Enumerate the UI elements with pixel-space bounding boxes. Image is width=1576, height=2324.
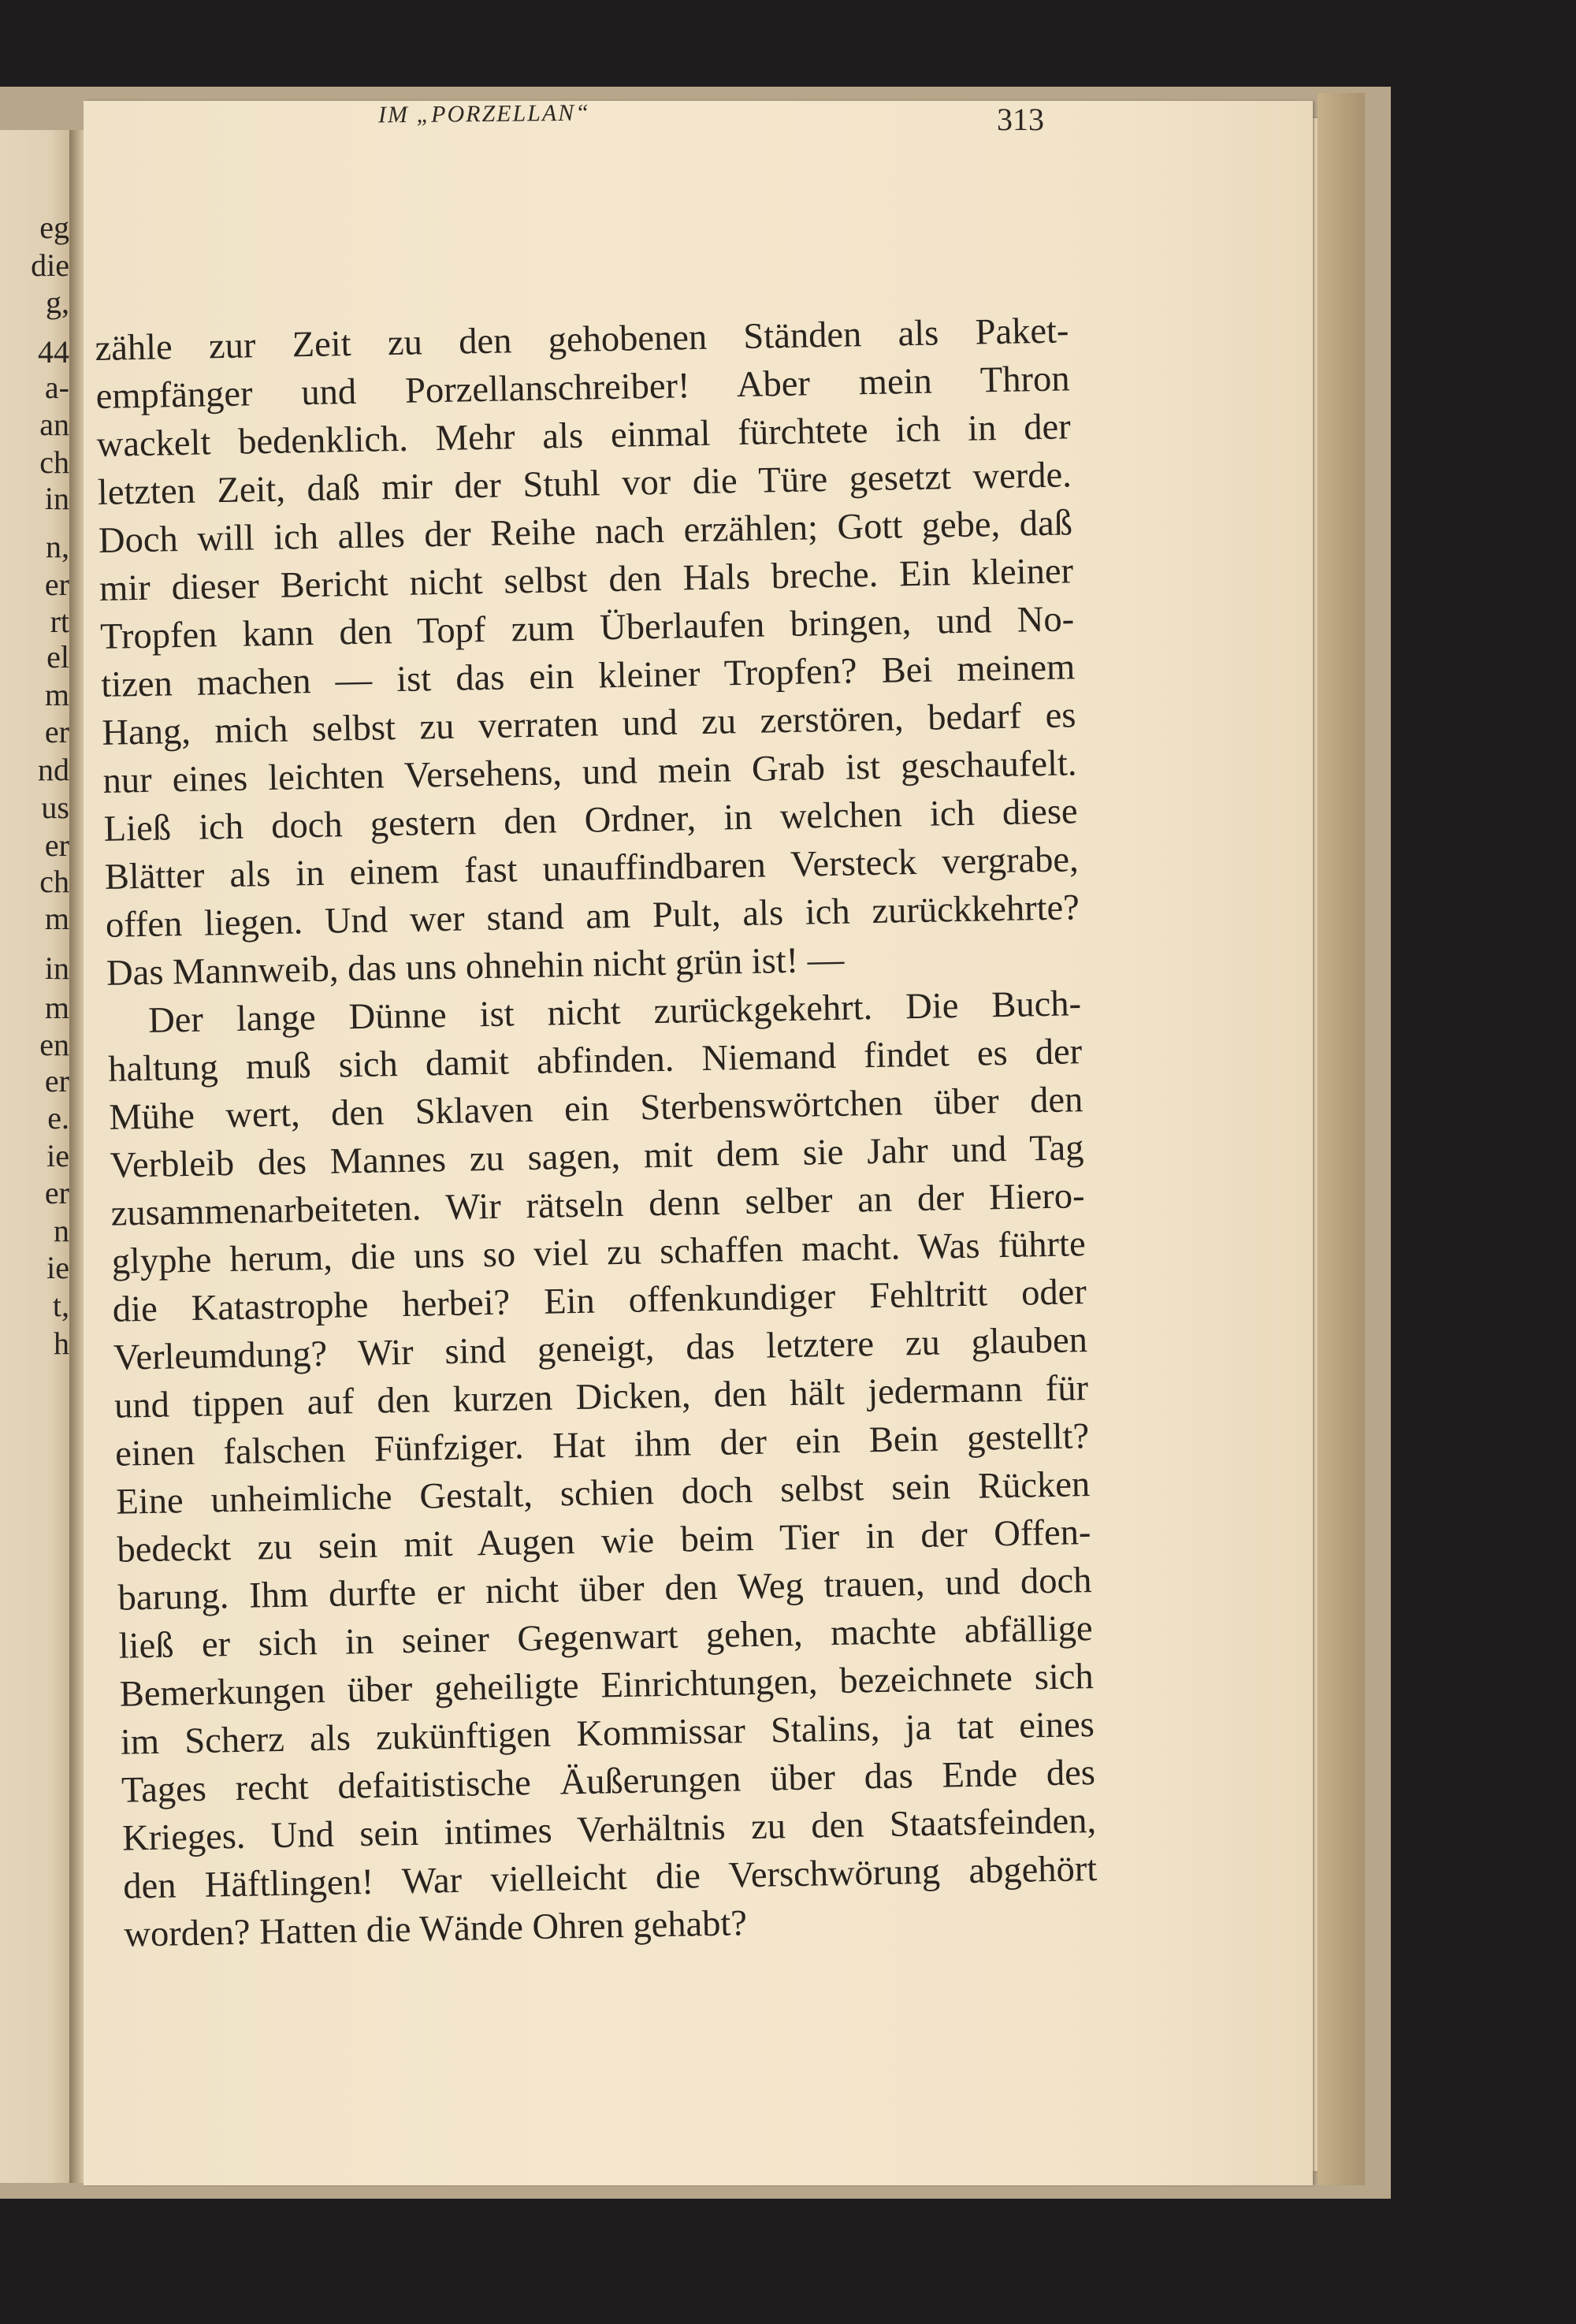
left-page-fragment: an (39, 407, 69, 442)
text-line: Doch will ich alles der Reihe nach erzählen; Gott gebe, daß (98, 503, 1073, 561)
text-line: Krieges. Und sein intimes Verhältnis zu den Staatsfeinden, (121, 1801, 1097, 1859)
left-page-fragment: er (44, 1063, 69, 1099)
left-page-fragment: m (44, 990, 69, 1025)
left-page-fragment: n (54, 1213, 69, 1248)
text-line: empfänger und Porzellanschreiber! Aber mein Thron (95, 359, 1070, 417)
text-line: offen liegen. Und wer stand am Pult, als ich zurückkehrte? (105, 887, 1080, 946)
text-line: und tippen auf den kurzen Dicken, den hält jedermann für (113, 1368, 1089, 1426)
text-line: Eine unheimliche Gestalt, schien doch selbst sein Rücken (115, 1464, 1091, 1523)
left-page-fragment: er (44, 1175, 69, 1210)
left-page-fragment: ch (39, 444, 69, 480)
left-page-fragment: die (31, 247, 69, 283)
left-page-fragment: a- (44, 370, 69, 405)
left-page-fragment: er (44, 827, 69, 863)
text-line: barung. Ihm durfte er nicht über den Weg trauen, und doch (117, 1560, 1092, 1619)
left-page-fragment: ie (46, 1138, 69, 1173)
text-line: haltung muß sich damit abfinden. Niemand findet es der (107, 1032, 1083, 1090)
left-page-fragment: h (54, 1326, 69, 1361)
left-page-fragment: er (44, 714, 69, 749)
text-line: Ließ ich doch gestern den Ordner, in welchen ich diese (103, 791, 1078, 850)
left-page-fragment: 44 (38, 334, 69, 370)
text-line: Verleumdung? Wir sind geneigt, das letztere zu glauben (113, 1320, 1088, 1378)
text-line: Blätter als in einem fast unauffindbaren Versteck vergrabe, (104, 839, 1080, 898)
text-line: Der lange Dünne ist nicht zurückgekehrt. Die Buch- (147, 984, 1082, 1041)
text-line: glyphe herum, die uns so viel zu schaffen macht. Was führte (111, 1224, 1087, 1282)
cover-edge (1318, 93, 1365, 2185)
text-line: nur eines leichten Versehens, und mein Grab ist geschaufelt. (102, 743, 1077, 801)
left-page-fragment: el (46, 639, 69, 675)
text-line: Tropfen kann den Topf zum Überlaufen bringen, und No- (99, 599, 1075, 657)
text-line: mir dieser Bericht nicht selbst den Hals breche. Ein kleiner (98, 551, 1074, 609)
text-line: den Häftlingen! War vielleicht die Verschwörung abgehört (122, 1849, 1098, 1907)
page-number: 313 (997, 102, 1044, 137)
text-line: Tages recht defaitistische Äußerungen über das Ende des (121, 1753, 1096, 1811)
text-line: zusammenarbeiteten. Wir rätseln denn selber an der Hiero- (110, 1176, 1085, 1234)
left-page-fragment: e. (47, 1100, 69, 1136)
text-line: im Scherz als zukünftigen Kommissar Stalins, ja tat eines (120, 1705, 1095, 1763)
body-text (95, 307, 1098, 1958)
left-page-fragment: eg (39, 210, 69, 245)
text-line: Mühe wert, den Sklaven ein Sterbenswörtchen über den (108, 1080, 1084, 1138)
text-line: bedeckt zu sein mit Augen wie beim Tier in der Offen- (117, 1512, 1091, 1571)
left-page-fragment: nd (38, 752, 69, 787)
text-line: wackelt bedenklich. Mehr als einmal fürchtete ich in der (96, 407, 1072, 465)
left-page-fragment: n, (46, 529, 69, 564)
left-page-fragment: en (39, 1027, 69, 1062)
text-line: Verbleib des Mannes zu sagen, mit dem sie Jahr und Tag (110, 1128, 1084, 1186)
text-line: zähle zur Zeit zu den gehobenen Ständen als Paket- (95, 310, 1069, 369)
left-page-fragment: ch (39, 864, 69, 899)
running-head: IM „PORZELLAN“ (377, 99, 591, 128)
text-line: Hang, mich selbst zu verraten und zu zerstören, bedarf es (102, 695, 1076, 753)
left-page-fragment: m (44, 677, 69, 712)
left-page (0, 130, 72, 2183)
left-page-fragment: t, (52, 1288, 69, 1323)
text-line: einen falschen Fünfziger. Hat ihm der ein Bein gestellt? (114, 1416, 1090, 1474)
left-page-fragment: m (44, 901, 69, 936)
text-line: tizen machen — ist das ein kleiner Tropfen? Bei meinem (100, 647, 1076, 705)
left-page-fragment: ie (46, 1250, 69, 1285)
text-line: die Katastrophe herbei? Ein offenkundiger Fehltritt oder (112, 1272, 1087, 1330)
left-page-fragment: g, (46, 284, 69, 320)
text-line: worden? Hatten die Wände Ohren gehabt? (123, 1903, 748, 1955)
left-page-text (0, 130, 72, 2183)
left-page-fragment: er (44, 567, 69, 602)
text-line: letzten Zeit, daß mir der Stuhl vor die Türe gesetzt werde. (97, 455, 1072, 513)
left-page-fragment: in (44, 950, 69, 986)
left-page-fragment: rt (50, 604, 69, 639)
text-line: Bemerkungen über geheiligte Einrichtungen, bezeichnete sich (119, 1657, 1095, 1715)
left-page-fragment: in (44, 481, 69, 516)
text-line: ließ er sich in seiner Gegenwart gehen, machte abfällige (118, 1608, 1093, 1667)
text-line: Das Mannweib, das uns ohnehin nicht grün ist! — (106, 939, 845, 994)
left-page-fragment: us (41, 790, 69, 825)
